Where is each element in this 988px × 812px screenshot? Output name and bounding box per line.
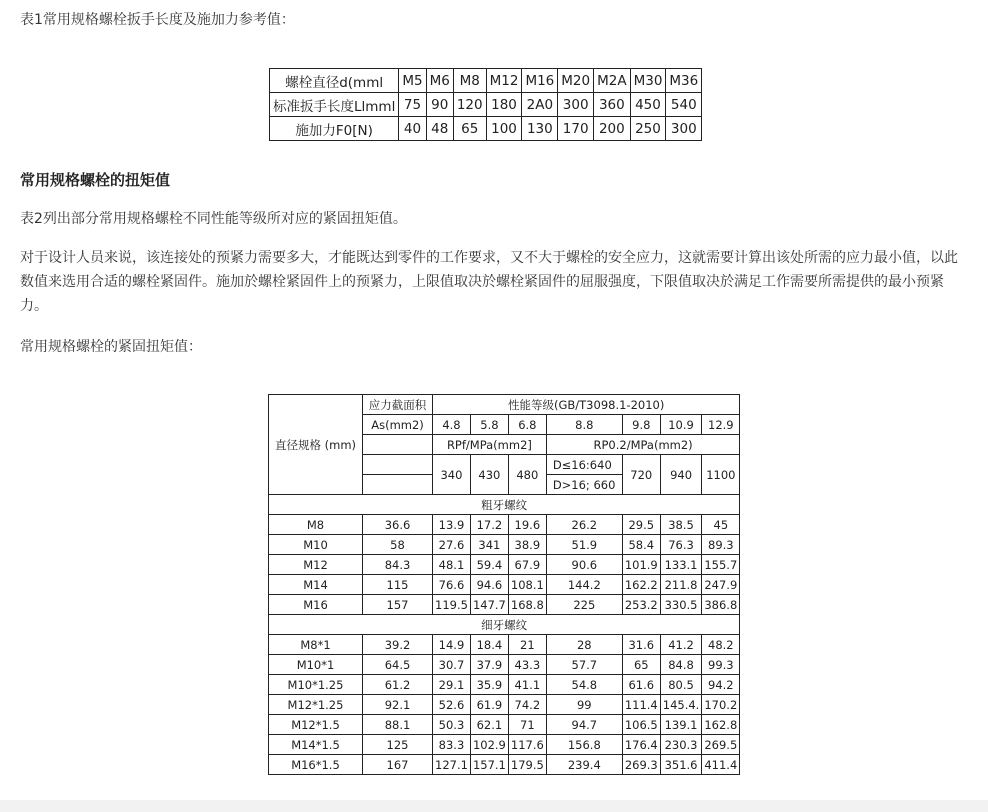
blank-cell — [363, 455, 433, 475]
table-cell: M30 — [630, 69, 666, 93]
size-cell: M8 — [269, 515, 363, 535]
wrench-table-row — [270, 93, 702, 117]
torque-cell: 61.6 — [622, 675, 660, 695]
row-label: 施加力F0[N) — [270, 117, 399, 141]
torque-cell: 99.3 — [702, 655, 740, 675]
torque-cell: 147.7 — [470, 595, 508, 615]
torque-cell: 90.6 — [546, 555, 622, 575]
table-cell: M8 — [453, 69, 486, 93]
table-cell: 200 — [594, 117, 630, 141]
torque-cell: 162.8 — [702, 715, 740, 735]
torque-cell: 119.5 — [433, 595, 471, 615]
diameter-header: 直径规格 (mm) — [269, 395, 363, 495]
torque-cell: 106.5 — [622, 715, 660, 735]
torque-cell: 76.6 — [433, 575, 471, 595]
torque-cell: 59.4 — [470, 555, 508, 575]
wrench-table-row — [270, 117, 702, 141]
size-cell: M12 — [269, 555, 363, 575]
torque-cell: 89.3 — [702, 535, 740, 555]
torque-cell: 411.4 — [702, 755, 740, 775]
as-header: As(mm2) — [363, 415, 433, 435]
torque-cell: 30.7 — [433, 655, 471, 675]
torque-cell: 65 — [622, 655, 660, 675]
table-cell: 180 — [486, 93, 522, 117]
torque-cell: 21 — [508, 635, 546, 655]
torque-cell: 94.6 — [470, 575, 508, 595]
torque-cell: 101.9 — [622, 555, 660, 575]
table-cell: 250 — [630, 117, 666, 141]
torque-cell: 48.2 — [702, 635, 740, 655]
torque-cell: 155.7 — [702, 555, 740, 575]
grade-cell: 12.9 — [702, 415, 740, 435]
row-label: 标准扳手长度Llmml — [270, 93, 399, 117]
blank-cell — [363, 435, 433, 455]
torque-cell: 386.8 — [702, 595, 740, 615]
strength-value: 430 — [470, 455, 508, 495]
table-cell: 40 — [399, 117, 426, 141]
torque-cell: 330.5 — [660, 595, 702, 615]
torque-cell: 19.6 — [508, 515, 546, 535]
torque-cell: 74.2 — [508, 695, 546, 715]
table-row — [269, 575, 740, 595]
table-cell: 90 — [426, 93, 453, 117]
torque-cell: 247.9 — [702, 575, 740, 595]
blank-cell — [363, 475, 433, 495]
table-cell: 450 — [630, 93, 666, 117]
torque-cell: 51.9 — [546, 535, 622, 555]
torque-cell: 41.1 — [508, 675, 546, 695]
strength-value: 480 — [508, 455, 546, 495]
rpf-header: RPf/MPa(mm2] — [433, 435, 547, 455]
strength-value: 1100 — [702, 455, 740, 495]
torque-cell: 88.1 — [363, 715, 433, 735]
torque-cell: 38.9 — [508, 535, 546, 555]
size-cell: M16 — [269, 595, 363, 615]
torque-cell: 48.1 — [433, 555, 471, 575]
size-cell: M10*1 — [269, 655, 363, 675]
torque-cell: 170.2 — [702, 695, 740, 715]
strength-value: 720 — [622, 455, 660, 495]
paragraph-3: 常用规格螺栓的紧固扭矩值： — [20, 339, 202, 355]
intro-text: 表1常用规格螺栓扳手长度及施加力参考值： — [20, 12, 295, 28]
torque-cell: 41.2 — [660, 635, 702, 655]
table-row — [269, 695, 740, 715]
table-row — [269, 555, 740, 575]
torque-cell: 28 — [546, 635, 622, 655]
torque-cell: 168.8 — [508, 595, 546, 615]
torque-cell: 61.9 — [470, 695, 508, 715]
torque-cell: 157.1 — [470, 755, 508, 775]
grade-cell: 8.8 — [546, 415, 622, 435]
torque-cell: 139.1 — [660, 715, 702, 735]
paragraph-1: 表2列出部分常用规格螺栓不同性能等级所对应的紧固扭矩值。 — [20, 211, 407, 227]
torque-cell: 54.8 — [546, 675, 622, 695]
table-cell: M2A — [594, 69, 630, 93]
fine-section-label: 细牙螺纹 — [269, 615, 740, 635]
row-label: 螺栓直径d(mml — [270, 69, 399, 93]
torque-cell: 162.2 — [622, 575, 660, 595]
torque-cell: 39.2 — [363, 635, 433, 655]
torque-cell: 269.5 — [702, 735, 740, 755]
torque-cell: 117.6 — [508, 735, 546, 755]
torque-cell: 211.8 — [660, 575, 702, 595]
size-cell: M16*1.5 — [269, 755, 363, 775]
torque-cell: 176.4 — [622, 735, 660, 755]
torque-cell: 351.6 — [660, 755, 702, 775]
wrench-table-row — [270, 69, 702, 93]
table-cell: 75 — [399, 93, 426, 117]
torque-cell: 67.9 — [508, 555, 546, 575]
table-cell: 300 — [558, 93, 594, 117]
torque-cell: 144.2 — [546, 575, 622, 595]
torque-cell: 52.6 — [433, 695, 471, 715]
torque-cell: 38.5 — [660, 515, 702, 535]
table-row — [269, 535, 740, 555]
table-cell: 130 — [522, 117, 558, 141]
size-cell: M8*1 — [269, 635, 363, 655]
table-cell: 360 — [594, 93, 630, 117]
torque-cell: 31.6 — [622, 635, 660, 655]
torque-cell: 108.1 — [508, 575, 546, 595]
torque-cell: 37.9 — [470, 655, 508, 675]
table-cell: 65 — [453, 117, 486, 141]
torque-cell: 133.1 — [660, 555, 702, 575]
grade-cell: 4.8 — [433, 415, 471, 435]
size-cell: M12*1.25 — [269, 695, 363, 715]
size-cell: M10*1.25 — [269, 675, 363, 695]
strength-d-large: D>16; 660 — [546, 475, 622, 495]
torque-cell: 14.9 — [433, 635, 471, 655]
table-row — [269, 655, 740, 675]
paragraph-2: 对于设计人员来说，该连接处的预紧力需要多大，才能既达到零件的工作要求，又不大于螺栓的安全应力，这就需要计算出该处所需的应力最小值，以此数值来选用合适的螺栓紧固件。施加於螺栓紧固件上的预紧力，上限值取决於螺栓紧固件的屈服强度，下限值取决於满足工作需要所需提供的最小预紧力。 — [20, 250, 958, 314]
torque-cell: 43.3 — [508, 655, 546, 675]
torque-cell: 111.4 — [622, 695, 660, 715]
header-row-1 — [269, 395, 740, 415]
table-row — [269, 595, 740, 615]
torque-cell: 341 — [470, 535, 508, 555]
grade-cell: 10.9 — [660, 415, 702, 435]
table-cell: M16 — [522, 69, 558, 93]
grade-cell: 6.8 — [508, 415, 546, 435]
torque-cell: 50.3 — [433, 715, 471, 735]
torque-cell: 253.2 — [622, 595, 660, 615]
torque-cell: 80.5 — [660, 675, 702, 695]
size-cell: M14*1.5 — [269, 735, 363, 755]
table-row — [269, 675, 740, 695]
table-cell: 540 — [666, 93, 702, 117]
torque-cell: 62.1 — [470, 715, 508, 735]
area-header: 应力截面积 — [363, 395, 433, 415]
torque-cell: 27.6 — [433, 535, 471, 555]
table-cell: 170 — [558, 117, 594, 141]
torque-cell: 64.5 — [363, 655, 433, 675]
torque-cell: 29.5 — [622, 515, 660, 535]
torque-cell: 57.7 — [546, 655, 622, 675]
torque-cell: 58.4 — [622, 535, 660, 555]
grade-cell: 9.8 — [622, 415, 660, 435]
rp02-header: RP0.2/MPa(mm2) — [546, 435, 740, 455]
torque-cell: 127.1 — [433, 755, 471, 775]
torque-cell: 230.3 — [660, 735, 702, 755]
torque-cell: 145.4. — [660, 695, 702, 715]
torque-cell: 84.3 — [363, 555, 433, 575]
torque-cell: 13.9 — [433, 515, 471, 535]
table-cell: 2A0 — [522, 93, 558, 117]
torque-cell: 29.1 — [433, 675, 471, 695]
torque-cell: 92.1 — [363, 695, 433, 715]
torque-cell: 167 — [363, 755, 433, 775]
table-row — [269, 515, 740, 535]
section-heading: 常用规格螺栓的扭矩值 — [20, 171, 171, 189]
torque-cell: 239.4 — [546, 755, 622, 775]
coarse-section-label: 粗牙螺纹 — [269, 495, 740, 515]
torque-cell: 102.9 — [470, 735, 508, 755]
strength-value: 340 — [433, 455, 471, 495]
torque-cell: 76.3 — [660, 535, 702, 555]
table-cell: 120 — [453, 93, 486, 117]
strength-d-small: D≤16:640 — [546, 455, 622, 475]
table-cell: M5 — [399, 69, 426, 93]
table-cell: M20 — [558, 69, 594, 93]
torque-cell: 58 — [363, 535, 433, 555]
torque-cell: 17.2 — [470, 515, 508, 535]
torque-cell: 45 — [702, 515, 740, 535]
torque-cell: 156.8 — [546, 735, 622, 755]
table-cell: M36 — [666, 69, 702, 93]
torque-table — [268, 394, 740, 775]
torque-cell: 18.4 — [470, 635, 508, 655]
torque-cell: 157 — [363, 595, 433, 615]
grade-cell: 5.8 — [470, 415, 508, 435]
size-cell: M10 — [269, 535, 363, 555]
torque-cell: 225 — [546, 595, 622, 615]
table-cell: 100 — [486, 117, 522, 141]
torque-cell: 115 — [363, 575, 433, 595]
size-cell: M12*1.5 — [269, 715, 363, 735]
torque-cell: 269.3 — [622, 755, 660, 775]
wrench-table — [269, 68, 702, 141]
strength-value: 940 — [660, 455, 702, 495]
page-bottom-bar — [0, 800, 988, 812]
torque-cell: 125 — [363, 735, 433, 755]
torque-cell: 94.2 — [702, 675, 740, 695]
table-row — [269, 755, 740, 775]
torque-cell: 61.2 — [363, 675, 433, 695]
fine-section-row — [269, 615, 740, 635]
coarse-section-row — [269, 495, 740, 515]
table-cell: M6 — [426, 69, 453, 93]
table-cell: M12 — [486, 69, 522, 93]
torque-cell: 94.7 — [546, 715, 622, 735]
size-cell: M14 — [269, 575, 363, 595]
table-row — [269, 715, 740, 735]
table-row — [269, 635, 740, 655]
table-row — [269, 735, 740, 755]
torque-cell: 83.3 — [433, 735, 471, 755]
torque-cell: 26.2 — [546, 515, 622, 535]
torque-cell: 179.5 — [508, 755, 546, 775]
table-cell: 300 — [666, 117, 702, 141]
torque-cell: 35.9 — [470, 675, 508, 695]
torque-cell: 71 — [508, 715, 546, 735]
table-cell: 48 — [426, 117, 453, 141]
torque-cell: 36.6 — [363, 515, 433, 535]
performance-header: 性能等级(GB/T3098.1-2010) — [433, 395, 740, 415]
torque-cell: 99 — [546, 695, 622, 715]
torque-cell: 84.8 — [660, 655, 702, 675]
